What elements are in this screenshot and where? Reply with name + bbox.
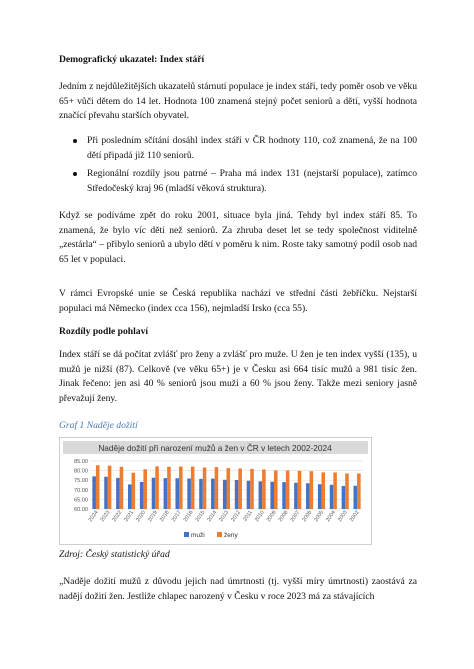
legend-label-zeny: ženy bbox=[224, 532, 238, 539]
bar-zeny bbox=[310, 471, 314, 509]
bar-zeny bbox=[238, 468, 242, 509]
bar-muzi bbox=[223, 480, 227, 509]
bar-muzi bbox=[164, 478, 168, 509]
bar-zeny bbox=[274, 470, 278, 509]
bar-zeny bbox=[155, 466, 159, 509]
x-tick-label: 2011 bbox=[242, 509, 254, 523]
x-tick-label: 2015 bbox=[194, 509, 207, 523]
paragraph-history: Když se podíváme zpět do roku 2001, situace byla jiná. Tehdy byl index stáří 85. To znamená, že bylo víc dětí než seniorů. Za zhruba deset let se tedy společnost viditelně „zestárla“ – přibylo seniorů a ubylo dětí v poměru k nim. Roste taky samotný podíl osob nad 65 let v populaci. bbox=[59, 210, 417, 265]
bar-muzi bbox=[175, 478, 179, 509]
bar-muzi bbox=[282, 482, 286, 509]
x-tick-label: 2023 bbox=[99, 509, 112, 523]
bullet-item-regiony: Regionální rozdíly jsou patrné – Praha má index 131 (nejstarší populace), zatímco Středočeský kraj 96 (mladší věková struktura). bbox=[73, 167, 417, 196]
chart-legend bbox=[184, 532, 238, 539]
figure-caption: Graf 1 Naděje dožití bbox=[59, 420, 138, 431]
legend-label-muzi: muži bbox=[191, 532, 205, 539]
x-tick-label: 2004 bbox=[325, 509, 337, 523]
y-tick-label: 80.00 bbox=[74, 468, 88, 475]
bar-muzi bbox=[235, 480, 239, 509]
bar-zeny bbox=[120, 467, 124, 509]
bar-muzi bbox=[92, 476, 96, 509]
bar-muzi bbox=[270, 482, 274, 509]
x-tick-label: 2024 bbox=[87, 509, 100, 523]
paragraph-intro: Jedním z nejdůležitějších ukazatelů stárnutí populace je index stáří, tedy poměr osob ve věku 65+ vůči dětem do 14 let. Hodnota 100 znamená stejný počet seniorů a dětí, vyšší hodnota značící převahu starších obyvatel. bbox=[59, 81, 417, 122]
x-tick-label: 2014 bbox=[206, 509, 219, 523]
bar-muzi bbox=[211, 479, 215, 509]
life-expectancy-chart bbox=[60, 438, 371, 544]
x-tick-label: 2018 bbox=[158, 509, 171, 523]
bar-muzi bbox=[116, 478, 120, 509]
y-tick-label: 65.00 bbox=[74, 497, 88, 504]
bar-muzi bbox=[354, 486, 358, 509]
chart-container bbox=[59, 437, 372, 545]
bullet-item-scitani: Při posledním sčítání dosáhl index stáří v ČR hodnoty 110, což znamená, že na 100 dětí připadá již 110 seniorů. bbox=[73, 134, 417, 163]
x-tick-label: 2006 bbox=[301, 509, 314, 523]
bullet-list bbox=[73, 134, 417, 200]
y-tick-label: 60.00 bbox=[74, 507, 88, 513]
bar-zeny bbox=[321, 472, 325, 509]
bar-zeny bbox=[227, 468, 231, 509]
bar-muzi bbox=[247, 481, 251, 509]
bar-zeny bbox=[143, 469, 147, 509]
bar-muzi bbox=[152, 478, 156, 509]
x-tick-label: 2017 bbox=[170, 509, 183, 523]
x-tick-label: 2019 bbox=[147, 509, 159, 523]
bar-muzi bbox=[306, 483, 310, 509]
bar-muzi bbox=[294, 483, 298, 509]
bar-zeny bbox=[167, 467, 171, 509]
heading-index-stari: Demografický ukazatel: Index stáří bbox=[59, 54, 205, 65]
heading-rozdily: Rozdíly podle pohlaví bbox=[59, 326, 149, 337]
paragraph-eu: V rámci Evropské unie se Česká republika nachází ve střední části žebříčku. Nejstarší populaci má Německo (index cca 156), nejmladší Irsko (cca 55). bbox=[59, 288, 417, 314]
bar-muzi bbox=[318, 484, 322, 509]
y-tick-label: 85.00 bbox=[74, 459, 88, 465]
bar-muzi bbox=[342, 486, 346, 509]
x-tick-label: 2013 bbox=[218, 509, 231, 523]
x-tick-label: 2009 bbox=[265, 509, 278, 523]
bar-zeny bbox=[191, 467, 195, 509]
y-axis-ticks bbox=[74, 459, 88, 513]
bar-zeny bbox=[250, 469, 254, 509]
bar-muzi bbox=[104, 477, 108, 509]
x-tick-label: 2002 bbox=[348, 509, 361, 523]
x-tick-label: 2010 bbox=[253, 509, 266, 523]
chart-title: Naděje dožití při narození mužů a žen v ČR v letech 2002-2024 bbox=[98, 443, 332, 453]
x-tick-label: 2012 bbox=[230, 509, 243, 523]
bar-zeny bbox=[215, 467, 219, 509]
bar-muzi bbox=[330, 485, 334, 509]
figure-source: Zdroj: Český statistický úřad bbox=[59, 549, 170, 560]
bar-zeny bbox=[298, 471, 302, 509]
bar-zeny bbox=[108, 466, 112, 509]
x-tick-label: 2022 bbox=[111, 509, 124, 523]
bar-zeny bbox=[179, 467, 183, 509]
bar-zeny bbox=[262, 469, 266, 509]
x-tick-label: 2003 bbox=[337, 509, 349, 523]
y-tick-label: 70.00 bbox=[74, 487, 88, 494]
x-axis-ticks bbox=[88, 510, 361, 523]
x-tick-label: 2020 bbox=[135, 509, 148, 523]
bar-zeny bbox=[357, 473, 361, 509]
bar-muzi bbox=[140, 482, 144, 509]
x-tick-label: 2021 bbox=[123, 509, 136, 523]
bar-zeny bbox=[333, 473, 337, 509]
bar-zeny bbox=[203, 468, 207, 509]
x-tick-label: 2007 bbox=[289, 509, 302, 523]
bar-zeny bbox=[132, 473, 136, 509]
y-tick-label: 75.00 bbox=[74, 478, 88, 485]
bar-zeny bbox=[345, 473, 349, 509]
paragraph-gender: Index stáří se dá počítat zvlášť pro ženy a zvlášť pro muže. U žen je ten index vyšší (135), u mužů je nižší (87). Celkově (ve věku 65+) je v Česku asi 664 tisíc mužů a 981 tisíc žen. Jinak řečeno: jen asi 40 % seniorů jsou muži a 60 % jsou ženy. Takže mezi seniory jasně převažují ženy. bbox=[59, 349, 417, 404]
legend-swatch-zeny bbox=[217, 532, 222, 537]
bar-muzi bbox=[199, 479, 203, 509]
x-tick-label: 2008 bbox=[277, 509, 290, 523]
bar-series bbox=[92, 465, 360, 509]
legend-swatch-muzi bbox=[184, 532, 189, 537]
x-tick-label: 2016 bbox=[182, 509, 195, 523]
bar-muzi bbox=[187, 478, 191, 509]
x-tick-label: 2005 bbox=[313, 509, 326, 523]
paragraph-nadeje: „Naděje dožití mužů z důvodu jejich nad úmrtnosti (tj. vyšší míry úmrtnosti) zaostává za nadějí dožití žen. Jestliže chlapec narozený v Česku v roce 2023 má za stávajících bbox=[59, 576, 417, 602]
bar-muzi bbox=[259, 481, 263, 509]
bar-muzi bbox=[128, 484, 132, 509]
bar-zeny bbox=[96, 465, 100, 509]
bar-zeny bbox=[286, 470, 290, 509]
